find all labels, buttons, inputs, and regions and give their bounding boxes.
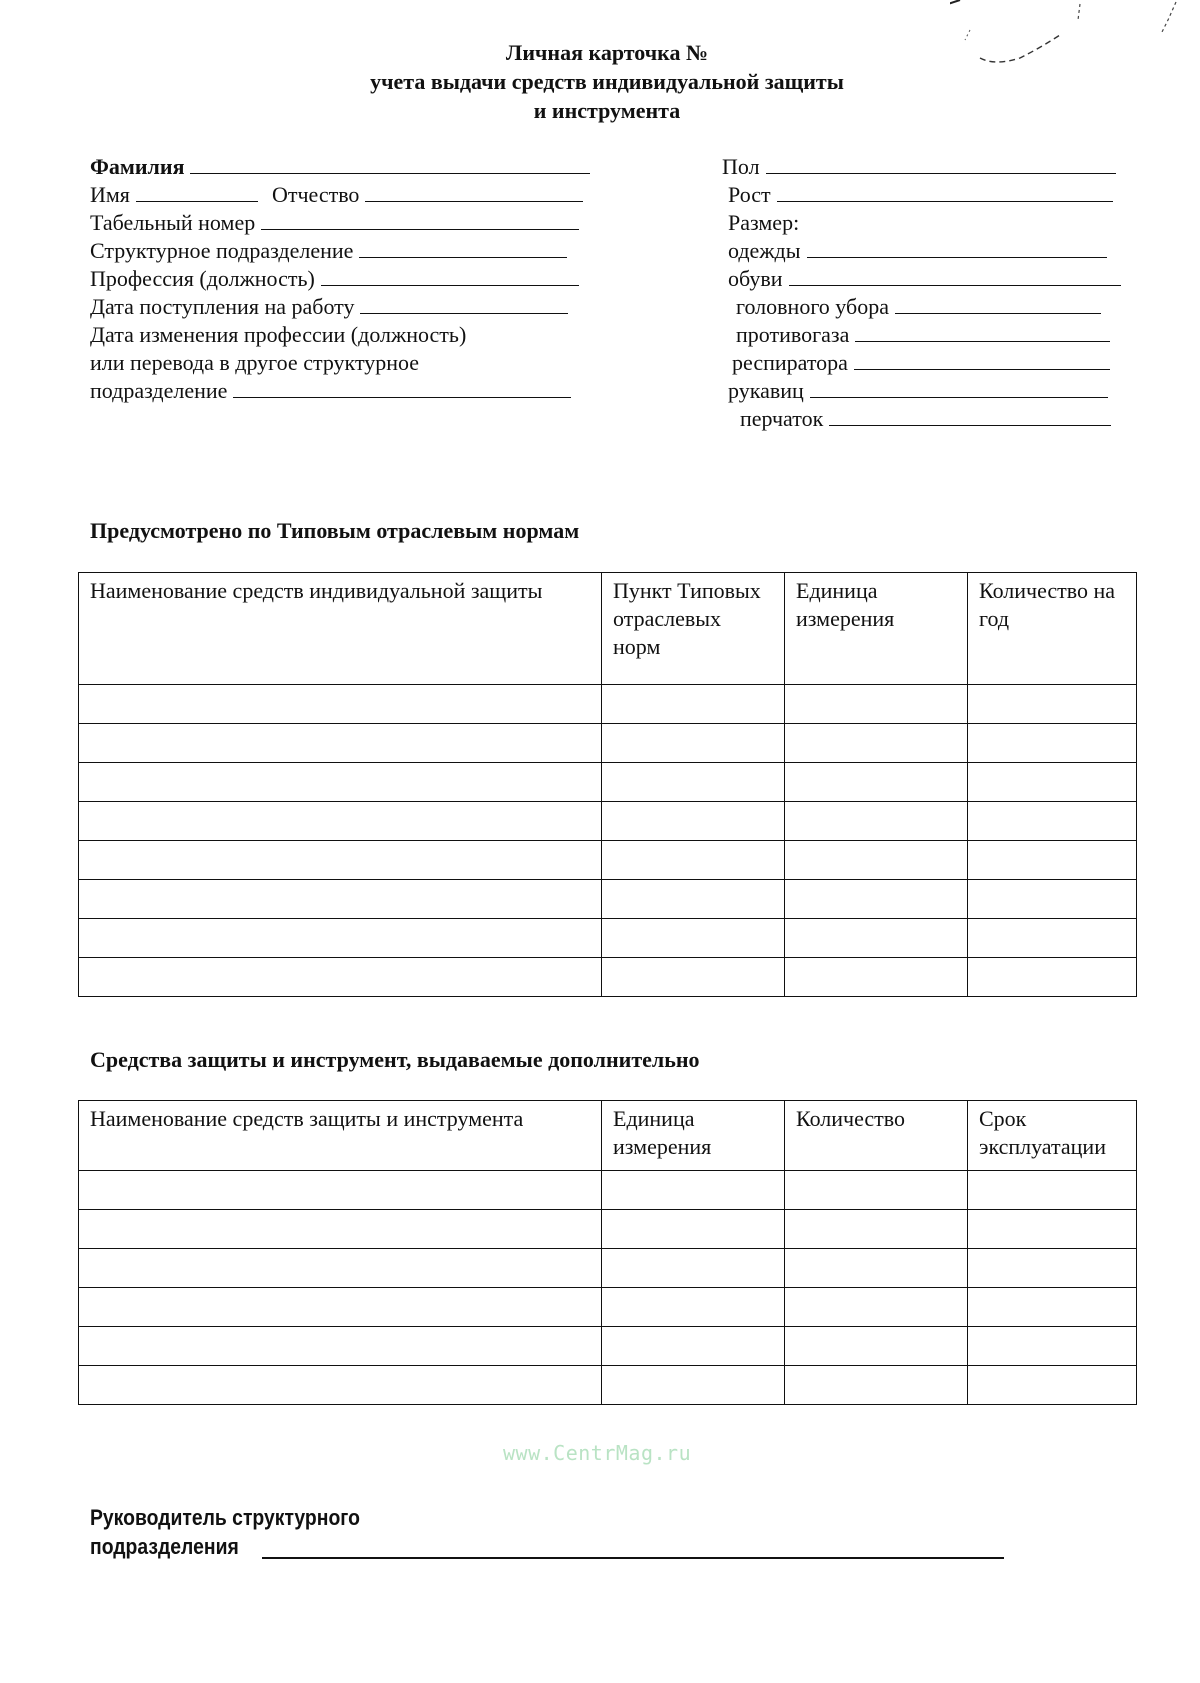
mittens-size-field <box>728 377 1108 405</box>
header-unit: Единица измерения <box>785 573 968 685</box>
table-cell[interactable] <box>602 958 785 997</box>
table-cell[interactable] <box>785 841 968 880</box>
sex-input-line[interactable] <box>766 153 1116 174</box>
header-quantity: Количество <box>785 1101 968 1171</box>
department-label: Структурное подразделение <box>90 238 354 263</box>
table-cell[interactable] <box>79 1249 602 1288</box>
table-header-row <box>79 573 1137 685</box>
table-row <box>79 919 1137 958</box>
department-field <box>90 237 567 265</box>
table-cell[interactable] <box>968 763 1137 802</box>
gas-mask-size-label: противогаза <box>736 322 850 347</box>
clothes-size-input-line[interactable] <box>807 237 1107 258</box>
gas-mask-size-field <box>736 321 1110 349</box>
title-line-3: и инструмента <box>533 98 681 123</box>
table-row <box>79 802 1137 841</box>
table-cell[interactable] <box>79 1288 602 1327</box>
signature-input-line[interactable] <box>262 1557 1004 1559</box>
mittens-size-label: рукавиц <box>728 378 804 403</box>
table-cell[interactable] <box>602 802 785 841</box>
table-cell[interactable] <box>785 802 968 841</box>
header-service-life: Срок эксплуатации <box>968 1101 1137 1171</box>
standard-norms-table <box>78 572 1137 997</box>
table-cell[interactable] <box>602 763 785 802</box>
table-row <box>79 763 1137 802</box>
table-cell[interactable] <box>785 763 968 802</box>
table-cell[interactable] <box>79 724 602 763</box>
table-row <box>79 1288 1137 1327</box>
clothes-size-field <box>728 237 1107 265</box>
profession-field <box>90 265 579 293</box>
document-title <box>0 38 1200 125</box>
table-cell[interactable] <box>785 724 968 763</box>
patronymic-input-line[interactable] <box>365 181 583 202</box>
hire-date-field <box>90 293 568 321</box>
shoes-size-input-line[interactable] <box>789 265 1121 286</box>
table-cell[interactable] <box>968 685 1137 724</box>
shoes-size-label: обуви <box>728 266 783 291</box>
sex-label: Пол <box>722 154 760 179</box>
table-cell[interactable] <box>785 1210 968 1249</box>
table-cell[interactable] <box>968 958 1137 997</box>
table-header-row <box>79 1101 1137 1171</box>
table-cell[interactable] <box>785 1171 968 1210</box>
gloves-size-input-line[interactable] <box>829 405 1111 426</box>
table-cell[interactable] <box>968 880 1137 919</box>
table-cell[interactable] <box>968 919 1137 958</box>
additional-items-table <box>78 1100 1137 1405</box>
table-cell[interactable] <box>602 724 785 763</box>
table-cell[interactable] <box>968 1171 1137 1210</box>
change-date-label-1: Дата изменения профессии (должность) <box>90 322 467 347</box>
first-name-input-line[interactable] <box>136 181 258 202</box>
table-cell[interactable] <box>968 802 1137 841</box>
mittens-size-input-line[interactable] <box>810 377 1108 398</box>
table-cell[interactable] <box>602 841 785 880</box>
table-row <box>79 1210 1137 1249</box>
respirator-size-field <box>732 349 1110 377</box>
profession-label: Профессия (должность) <box>90 266 315 291</box>
table-cell[interactable] <box>79 1210 602 1249</box>
watermark: www.CentrMag.ru <box>503 1441 692 1465</box>
table-cell[interactable] <box>968 841 1137 880</box>
sex-field <box>722 153 1116 181</box>
surname-field <box>90 153 590 181</box>
profession-input-line[interactable] <box>321 265 579 286</box>
title-line-2: учета выдачи средств индивидуальной защиты <box>370 69 844 94</box>
change-date-label-3: подразделение <box>90 378 228 403</box>
headwear-size-field <box>736 293 1101 321</box>
table-cell[interactable] <box>79 802 602 841</box>
change-date-field <box>90 377 571 405</box>
surname-input-line[interactable] <box>190 153 590 174</box>
personnel-number-input-line[interactable] <box>261 209 579 230</box>
section-standard-norms-title: Предусмотрено по Типовым отраслевым нормам <box>90 518 580 543</box>
table-cell[interactable] <box>785 1327 968 1366</box>
gloves-size-label: перчаток <box>740 406 824 431</box>
change-date-label-2: или перевода в другое структурное <box>90 350 420 375</box>
hire-date-label: Дата поступления на работу <box>90 294 355 319</box>
table-cell[interactable] <box>968 1366 1137 1405</box>
table-row <box>79 1327 1137 1366</box>
header-ppe-name: Наименование средств индивидуальной защиты <box>79 573 602 685</box>
hire-date-input-line[interactable] <box>360 293 568 314</box>
signature-label-line-2: подразделения <box>90 1534 239 1559</box>
header-unit: Единица измерения <box>602 1101 785 1171</box>
table-cell[interactable] <box>79 763 602 802</box>
table-cell[interactable] <box>602 1366 785 1405</box>
table-cell[interactable] <box>79 1366 602 1405</box>
title-line-1: Личная карточка № <box>505 40 709 65</box>
table-cell[interactable] <box>968 1327 1137 1366</box>
table-cell[interactable] <box>602 1171 785 1210</box>
table-row <box>79 1249 1137 1288</box>
table-cell[interactable] <box>602 1288 785 1327</box>
signature-label-line-1: Руководитель структурного <box>90 1505 360 1530</box>
table-cell[interactable] <box>785 958 968 997</box>
table-cell[interactable] <box>785 685 968 724</box>
table-cell[interactable] <box>785 1249 968 1288</box>
table-cell[interactable] <box>602 1210 785 1249</box>
table-cell[interactable] <box>602 1249 785 1288</box>
table-cell[interactable] <box>79 958 602 997</box>
section-additional-title: Средства защиты и инструмент, выдаваемые дополнительно <box>90 1047 700 1072</box>
table-cell[interactable] <box>79 685 602 724</box>
table-row <box>79 841 1137 880</box>
surname-label: Фамилия <box>90 154 185 179</box>
table-row <box>79 1171 1137 1210</box>
table-cell[interactable] <box>968 1249 1137 1288</box>
table-cell[interactable] <box>968 724 1137 763</box>
change-date-label-line-2 <box>90 349 425 377</box>
table-cell[interactable] <box>602 685 785 724</box>
table-cell[interactable] <box>785 919 968 958</box>
table-cell[interactable] <box>968 1288 1137 1327</box>
personnel-number-label: Табельный номер <box>90 210 256 235</box>
table-row <box>79 1366 1137 1405</box>
patronymic-label: Отчество <box>271 182 360 207</box>
gloves-size-field <box>740 405 1111 433</box>
gas-mask-size-input-line[interactable] <box>855 321 1110 342</box>
table-cell[interactable] <box>79 841 602 880</box>
table-cell[interactable] <box>785 1366 968 1405</box>
table-row <box>79 880 1137 919</box>
change-date-input-line[interactable] <box>233 377 571 398</box>
signature-label <box>90 1503 360 1561</box>
height-input-line[interactable] <box>777 181 1113 202</box>
table-cell[interactable] <box>785 880 968 919</box>
table-cell[interactable] <box>602 880 785 919</box>
first-name-label: Имя <box>90 182 130 207</box>
table-row <box>79 685 1137 724</box>
department-input-line[interactable] <box>359 237 567 258</box>
header-item-name: Наименование средств защиты и инструмента <box>79 1101 602 1171</box>
table-cell[interactable] <box>79 1171 602 1210</box>
name-field <box>90 181 583 209</box>
height-label: Рост <box>728 182 771 207</box>
table-row <box>79 958 1137 997</box>
header-qty-per-year: Количество на год <box>968 573 1137 685</box>
clothes-size-label: одежды <box>728 238 801 263</box>
size-header <box>728 209 805 237</box>
size-header-label: Размер: <box>728 210 800 235</box>
personnel-number-field <box>90 209 579 237</box>
table-cell[interactable] <box>602 1327 785 1366</box>
change-date-label-line-1 <box>90 321 472 349</box>
table-row <box>79 724 1137 763</box>
table-cell[interactable] <box>79 919 602 958</box>
table-cell[interactable] <box>602 919 785 958</box>
headwear-size-label: головного убора <box>736 294 889 319</box>
headwear-size-input-line[interactable] <box>895 293 1101 314</box>
table-cell[interactable] <box>79 1327 602 1366</box>
header-norm-item: Пункт Типовых отраслевых норм <box>602 573 785 685</box>
shoes-size-field <box>728 265 1121 293</box>
respirator-size-label: респиратора <box>732 350 848 375</box>
table-cell[interactable] <box>785 1288 968 1327</box>
respirator-size-input-line[interactable] <box>854 349 1110 370</box>
table-cell[interactable] <box>968 1210 1137 1249</box>
table-cell[interactable] <box>79 880 602 919</box>
height-field <box>728 181 1113 209</box>
